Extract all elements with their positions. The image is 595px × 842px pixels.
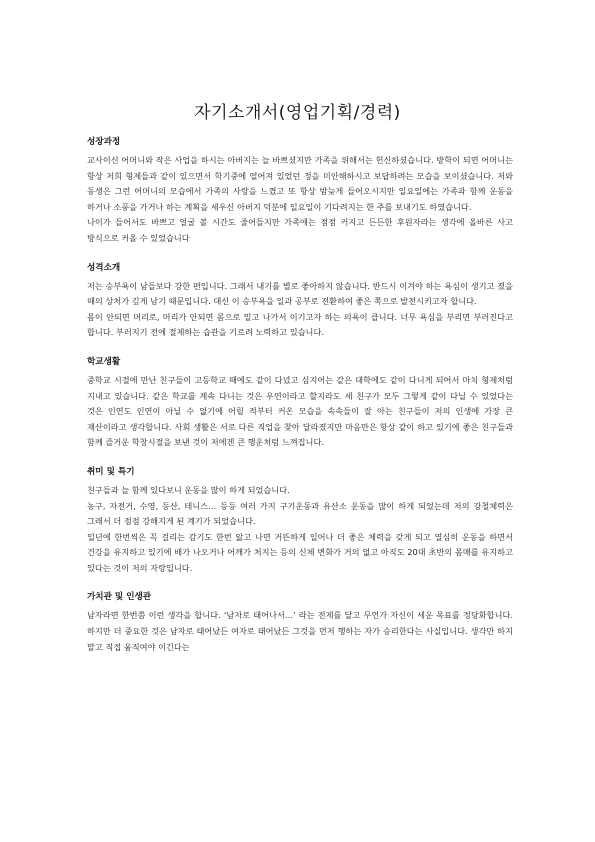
section-school-life <box>87 356 513 451</box>
paragraph: 교사이신 어머니와 작은 사업을 하시는 아버지는 늘 바쁘셨지만 가족을 위해서는 헌신하셨습니다. 방학이 되면 어머니는 항상 저희 형제들과 같이 있으면서 학기중에 떨어져 있었던 정을 미안해하시고 보답하려는 모습을 보이셨습니다. 저와 동생은 그런 어머니의 모습에서 가족의 사랑을 느꼈고 또 항상 밤늦게 들어오시지만 일요일에는 가족과 함께 운동을 하거나 소풍을 가거나 하는 계획을 세우신 아버지 덕분에 일요일이 기다려지는 한 주를 보내기도 하였습니다. <box>87 155 513 212</box>
section-hobbies <box>87 466 513 577</box>
paragraph: 일년에 한번씩은 꼭 걸리는 감기도 한번 앓고 나면 거뜬하게 일어나 더 좋은 체력을 갖게 되고 열심히 운동을 하면서 건강을 유지하고 있기에 배가 나오거나 어깨가 처지는 등의 신체 변화가 거의 없고 아직도 20대 초반의 몸매를 유지하고 있다는 것이 저의 자랑입니다. <box>87 531 513 573</box>
section-heading: 성격소개 <box>87 262 121 273</box>
paragraph: 나이가 들어서도 바쁘고 얼굴 볼 시간도 줄어들지만 가족애는 점점 커지고 든든한 후원자라는 생각에 올바른 사고 방식으로 커올 수 있었습니다 <box>87 217 513 243</box>
paragraph: 중학교 시절에 만난 친구들이 고등학교 때에도 같이 다녔고 심지어는 같은 대학에도 같이 다니게 되어서 마치 형제처럼 지내고 있습니다. 같은 학교를 계속 다니는 것은 우연이라고 할지라도 세 친구가 모두 그렇게 같이 다닐 수 있었다는 것은 인연도 인연이 아닐 수 없기에 어릴 적부터 커온 모습을 속속들이 잘 아는 친구들이 저의 인생에 가장 큰 재산이라고 생각합니다. 사회 생활은 서로 다른 직업을 찾아 달라졌지만 마음만은 항상 같이 하고 있기에 좋은 친구들과 함께 즐거운 학창시절을 보낸 것이 저에겐 큰 행운처럼 느껴집니다. <box>87 374 513 448</box>
section-heading: 취미 및 특기 <box>87 466 135 477</box>
section-heading: 학교생활 <box>87 356 121 367</box>
paragraph: 저는 승부욕이 남들보다 강한 편입니다. 그래서 내기를 별로 좋아하지 않습니다. 반드시 이겨야 하는 욕심이 생기고 졌을 때의 상처가 깊게 남기 때문입니다. 대신 이 승부욕을 일과 공부로 전환하여 좋은 쪽으로 발전시키고자 합니다. <box>87 280 513 307</box>
section-heading: 가치관 및 인생관 <box>87 592 152 603</box>
section-values <box>87 591 513 655</box>
section-heading: 성장과정 <box>87 137 121 147</box>
paragraph: 몸이 안되면 머리로, 머리가 안되면 몸으로 밀고 나가서 이기고자 하는 의욕이 큽니다. 너무 욕심을 부리면 부러진다고 합니다. 부러지기 전에 절제하는 습관을 기르려 노력하고 있습니다. <box>87 311 513 338</box>
paragraph: 친구들과 늘 함께 있다보니 운동을 많이 하게 되었습니다. <box>87 484 290 495</box>
document-title: 자기소개서(영업기획/경력) <box>194 103 401 123</box>
paragraph: 농구, 자전거, 수영, 등산, 테니스… 등등 여러 가지 구기운동과 유산소 운동을 많이 하게 되었는데 저의 강철체력은 그래서 더 점점 강해지게 된 계기가 되었습니다. <box>87 500 513 527</box>
paragraph: 남자라면 한번쯤 이런 생각을 합니다. ‘남자로 태어나서…’ 라는 전제를 달고 무언가 자신이 세운 목표를 정당화합니다. 하지만 더 중요한 것은 남자로 태어났든 여자로 태어났든 그것을 먼저 행하는 자가 승리한다는 사실입니다. 생각만 하지 말고 직접 움직여야 이긴다는 <box>87 610 513 652</box>
section-personality <box>87 262 513 341</box>
section-growth <box>87 136 513 247</box>
document-body <box>87 136 513 670</box>
